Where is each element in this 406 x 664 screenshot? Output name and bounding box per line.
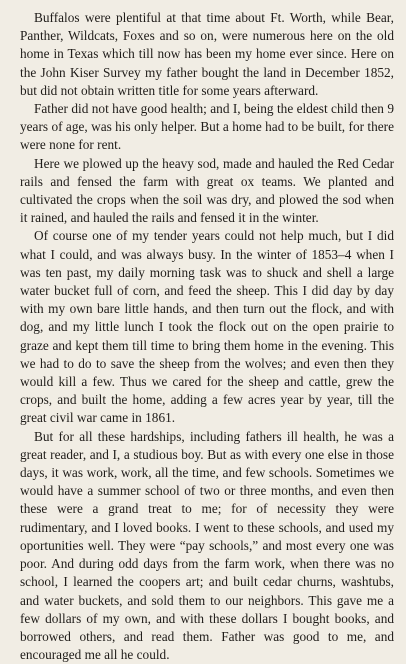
paragraph-3: Here we plowed up the heavy sod, made and hauled the Red Cedar rails and fensed the farm with great ox teams. We planted and cultivated the crops when the soil was dry, and plowed the sod when it rained, and hauled the rails and fensed it in the winter.: [20, 155, 394, 226]
paragraph-2: Father did not have good health; and I, being the eldest child then 9 years of age, was his only helper. But a home had to be built, for there were none for rent.: [20, 101, 394, 153]
paragraph-1: Buffalos were plentiful at that time about Ft. Worth, while Bear, Panther, Wildcats, Foxes and so on, were numerous here on the old home in Texas which till now has been my home ever since. Here on the John Kiser Survey my father bought the land in December 1852, but did not obtain written title for some years afterward.: [20, 10, 394, 98]
paragraph-4: Of course one of my tender years could not help much, but I did what I could, and was always busy. In the winter of 1853–4 when I was ten past, my daily morning task was to shuck and shell a large water bucket full of corn, and feed the sheep. This I did day by day with my own bare little hands, and then turn out the flock, and with dog, and my little lunch I took the flock out on the open prairie to graze and kept them till time to bring them home in the evening. This we had to do to save the sheep from the wolves; and even then they would kill a few. Thus we cared for the sheep and cattle, grew the crops, and built the home, adding a few acres year by year, till the great civil war came in 1861.: [20, 228, 394, 426]
document-page: [20, 9, 394, 664]
paragraph-5: But for all these hardships, including fathers ill health, he was a great reader, and I, a studious boy. But as with every one else in those days, it was work, work, all the time, and few schools. Sometimes we would have a summer school of two or three months, and even then these were a grand treat to me; for of necessity they were rudimentary, and I loved books. I went to these schools, and used my oportunities well. They were “pay schools,” and most every one was poor. And during odd days from the farm work, when there was no school, I learned the coopers art; and built cedar churns, washtubs, and water buckets, and sold them to our neighbors. This gave me a few dollars of my own, and with these dollars I bought books, and borrowed others, and read them. Father was good to me, and encouraged me all he could.: [20, 428, 394, 663]
